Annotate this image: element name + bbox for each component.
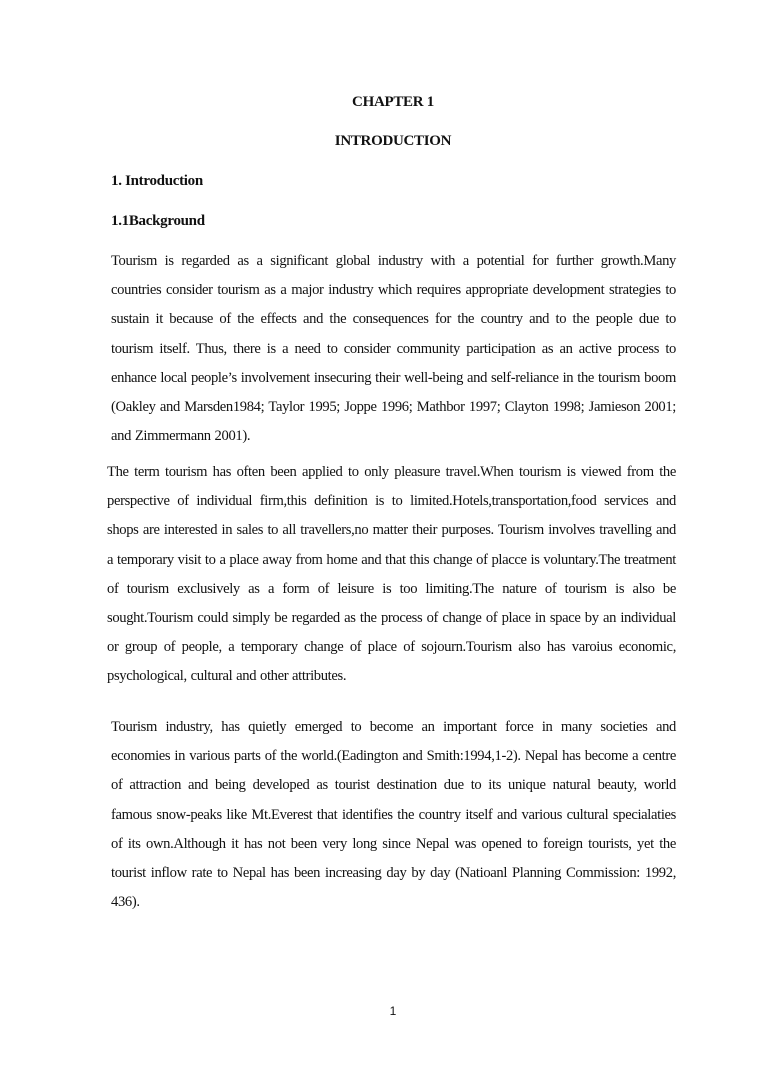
subsection-heading: 1.1Background [111, 213, 205, 229]
paragraph-background: Tourism is regarded as a significant global industry with a potential for further growth.Many countries consider tourism as a major industry which requires appropriate development strategies to sustain it because of the effects and the consequences for the country and to the people due to tourism itself. Thus, there is a need to consider community participation as an active process to enhance local people’s involvement insecuring their well-being and self-reliance in the tourism boom (Oakley and Marsden1984; Taylor 1995; Joppe 1996; Mathbor 1997; Clayton 1998; Jamieson 2001; and Zimmermann 2001). [111, 253, 676, 445]
paragraph-tourism-definition: The term tourism has often been applied to only pleasure travel.When tourism is viewed from the perspective of individual firm,this definition is to limited.Hotels,transportation,food services and shops are interested in sales to all travellers,no matter their purposes. Tourism involves travelling and a temporary visit to a place away from home and that this change of placce is voluntary.The treatment of tourism exclusively as a form of leisure is too limiting.The nature of tourism is also be sought.Tourism could simply be regarded as the process of change of place in space by an individual or group of people, a temporary change of place of sojourn.Tourism also has varoius economic, psychological, cultural and other attributes. [107, 464, 676, 685]
chapter-label: CHAPTER 1 [352, 94, 434, 110]
page-number: 1 [389, 1004, 397, 1018]
chapter-title: INTRODUCTION [334, 133, 452, 149]
section-heading: 1. Introduction [111, 173, 203, 189]
paragraph-tourism-nepal: Tourism industry, has quietly emerged to become an important force in many societies and economies in various parts of the world.(Eadington and Smith:1994,1-2). Nepal has become a centre of attraction and being developed as tourist destination due to its unique natural beauty, world famous snow-peaks like Mt.Everest that identifies the country itself and various cultural specialaties of its own.Although it has not been very long since Nepal was opened to foreign tourists, yet the tourist inflow rate to Nepal has been increasing day by day (Natioanl Planning Commission: 1992, 436). [111, 719, 676, 911]
